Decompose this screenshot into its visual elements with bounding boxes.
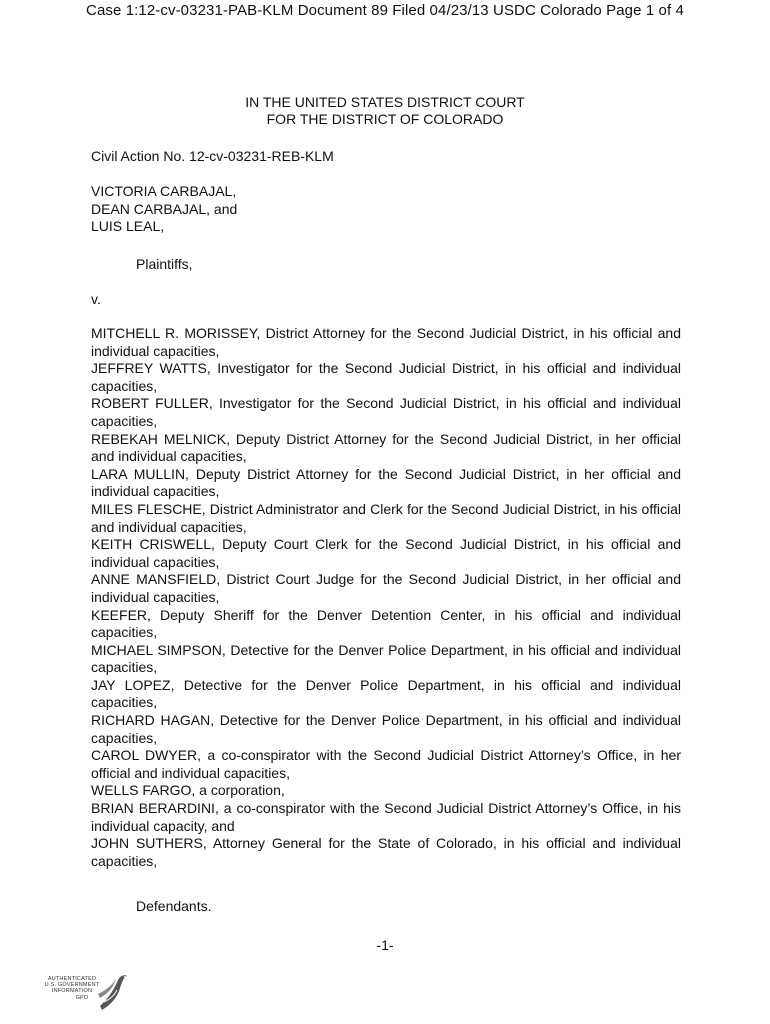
court-district-line: FOR THE DISTRICT OF COLORADO [266, 111, 504, 127]
defendant-entry: REBEKAH MELNICK, Deputy District Attorney for the Second Judicial District, in her official and individual capacities, [91, 430, 681, 465]
gpo-seal-line: AUTHENTICATED [47, 976, 97, 982]
versus: v. [91, 291, 101, 307]
defendant-entry: MITCHELL R. MORISSEY, District Attorney for the Second Judicial District, in his official and individual capacities, [91, 325, 681, 359]
defendant-entry: LARA MULLIN, Deputy District Attorney for the Second Judicial District, in her official and individual capacities, [91, 465, 681, 500]
eagle-logo-icon [96, 972, 130, 1012]
court-caption [0, 94, 770, 128]
defendant-entry: MILES FLESCHE, District Administrator and Clerk for the Second Judicial District, in his official and individual capacities, [91, 500, 681, 535]
gpo-authentication-seal [42, 972, 132, 1016]
court-name-line: IN THE UNITED STATES DISTRICT COURT [245, 94, 525, 110]
defendants-label: Defendants. [136, 898, 212, 914]
defendant-entry: RICHARD HAGAN, Detective for the Denver Police Department, in his official and individual capacities, [91, 712, 681, 746]
defendant-entry: BRIAN BERARDINI, a co-conspirator with the Second Judicial District Attorney’s Office, in his individual capacity, and [91, 800, 681, 834]
plaintiffs-label: Plaintiffs, [136, 256, 193, 272]
ecf-header: Case 1:12-cv-03231-PAB-KLM Document 89 Filed 04/23/13 USDC Colorado Page 1 of 4 [86, 2, 684, 19]
defendant-entry: KEITH CRISWELL, Deputy Court Clerk for the Second Judicial District, in his official and individual capacities, [91, 536, 681, 570]
plaintiff-name: VICTORIA CARBAJAL, [91, 183, 237, 199]
defendant-entry: JAY LOPEZ, Detective for the Denver Police Department, in his official and individual capacities, [91, 676, 681, 711]
defendant-entry: ROBERT FULLER, Investigator for the Second Judicial District, in his official and individual capacities, [91, 395, 681, 429]
defendant-entry: CAROL DWYER, a co-conspirator with the Second Judicial District Attorney’s Office, in her official and individual capacities, [91, 747, 681, 781]
plaintiffs-list [91, 183, 681, 236]
defendant-entry: ANNE MANSFIELD, District Court Judge for the Second Judicial District, in her official and individual capacities, [91, 571, 681, 605]
page-number: -1- [376, 937, 394, 953]
gpo-seal-text [42, 976, 102, 1001]
gpo-seal-line: GPO [75, 994, 89, 1001]
defendant-entry: JOHN SUTHERS, Attorney General for the State of Colorado, in his official and individual capacities, [91, 835, 681, 869]
defendant-entry: WELLS FARGO, a corporation, [91, 782, 285, 799]
civil-action-number: Civil Action No. 12-cv-03231-REB-KLM [91, 148, 334, 164]
gpo-seal-line: U.S. GOVERNMENT [44, 982, 100, 989]
plaintiff-name: LUIS LEAL, [91, 218, 165, 235]
plaintiff-name: DEAN CARBAJAL, and [91, 200, 238, 217]
gpo-seal-line: INFORMATION [51, 988, 93, 995]
defendant-entry: JEFFREY WATTS, Investigator for the Second Judicial District, in his official and individual capacities, [91, 360, 681, 394]
defendant-entry: MICHAEL SIMPSON, Detective for the Denver Police Department, in his official and individual capacities, [91, 641, 681, 676]
defendants-list [91, 325, 681, 870]
defendant-entry: KEEFER, Deputy Sheriff for the Denver Detention Center, in his official and individual capacities, [91, 606, 681, 641]
